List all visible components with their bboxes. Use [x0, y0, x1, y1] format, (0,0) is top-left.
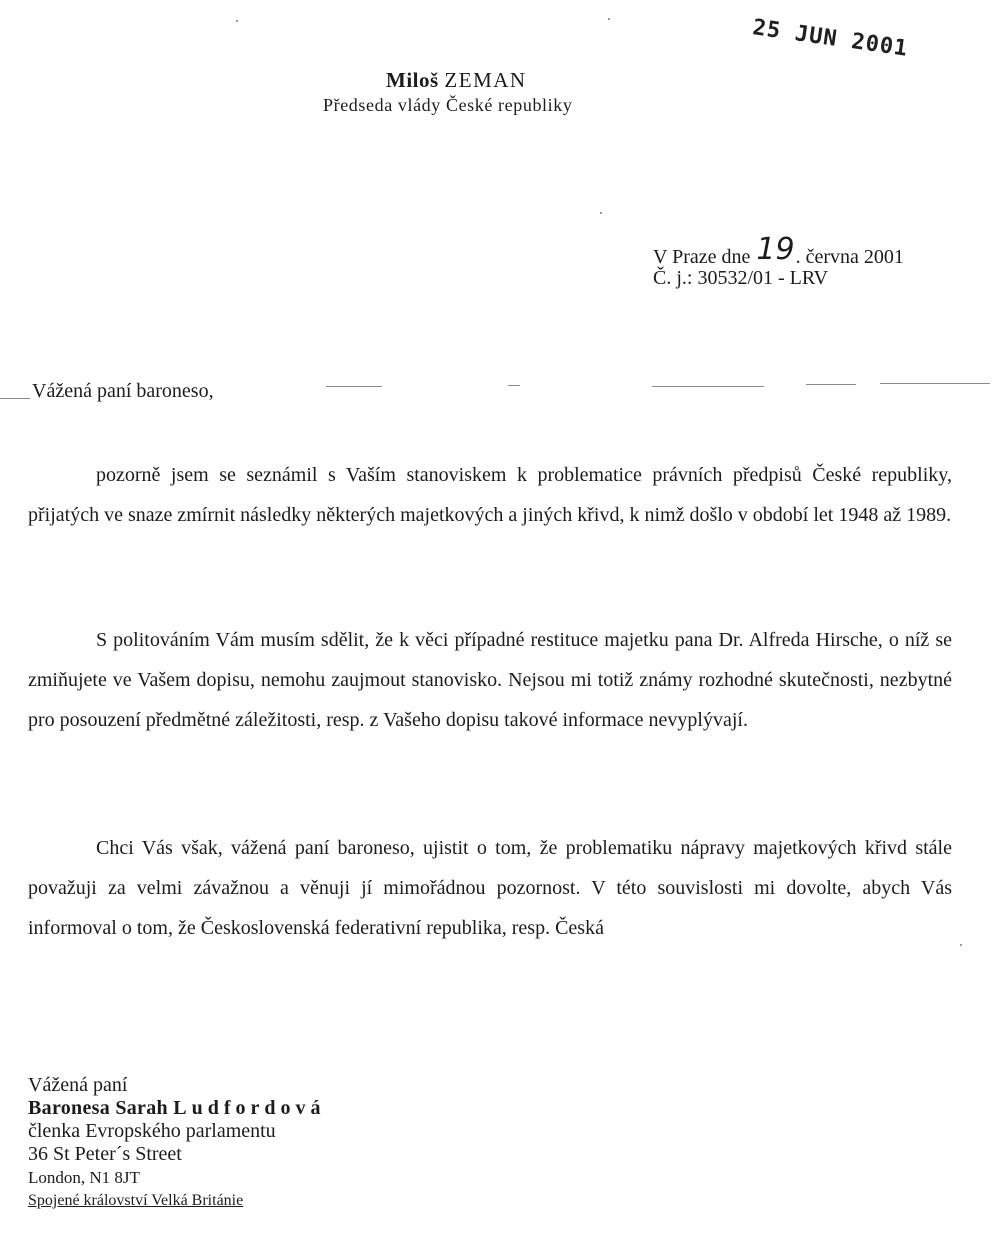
date-month-year: . června 2001: [795, 246, 904, 268]
sender-surname: ZEMAN: [444, 68, 527, 92]
addressee-name: [28, 1097, 326, 1120]
scan-line-fragment: [326, 386, 382, 387]
body-paragraph: S politováním Vám musím sdělit, že k věci případné restituce majetku pana Dr. Alfreda Hirsche, o níž se zmiňujete ve Vašem dopisu, nemohu zaujmout stanovisko. Nejsou mi totiž známy rozhodné skutečnosti, nezbytné pro posouzení předmětné záležitosti, resp. z Vašeho dopisu takové informace nevyplývají.: [28, 629, 952, 731]
sender-name: [386, 68, 527, 93]
addressee-first-name: Baronesa Sarah: [28, 1097, 168, 1119]
addressee-position: členka Evropského parlamentu: [28, 1120, 276, 1142]
received-date-stamp: 25 JUN 2001: [751, 15, 910, 62]
addressee-country: Spojené království Velká Británie: [28, 1192, 244, 1209]
scan-line-fragment: [806, 384, 856, 385]
addressee-last-name: Ludfordová: [173, 1097, 326, 1119]
date-prefix: V Praze dne: [653, 246, 751, 268]
sender-title: Předseda vlády České republiky: [323, 95, 573, 115]
addressee-greeting: Vážená paní: [28, 1074, 128, 1096]
body-paragraph: Chci Vás však, vážená paní baroneso, ujistit o tom, že problematiku nápravy majetkových křivd stále považuji za velmi závažnou a věnuji jí mimořádnou pozornost. V této souvislosti mi dovolte, abych Vás informoval o tom, že Československá federativní republika, resp. Česká: [28, 837, 952, 939]
addressee-block: [28, 1074, 326, 1212]
scan-line-fragment: [880, 383, 990, 384]
place-and-date: [653, 232, 904, 271]
sender-first-name: Miloš: [386, 68, 439, 92]
scan-line-fragment: [0, 398, 30, 399]
salutation: Vážená paní baroneso,: [32, 380, 214, 402]
scan-speck: [960, 944, 962, 946]
handwritten-day: 19: [756, 232, 795, 267]
scan-line-fragment: [652, 386, 764, 387]
scan-line-fragment: [508, 385, 520, 386]
addressee-street: 36 St Peter´s Street: [28, 1143, 182, 1165]
scan-speck: [608, 18, 610, 20]
body-paragraph: pozorně jsem se seznámil s Vaším stanoviskem k problematice právních předpisů České republiky, přijatých ve snaze zmírnit následky některých majetkových a jiných křivd, k nimž došlo v období let 1948 až 1989.: [28, 464, 952, 526]
reference-number: Č. j.: 30532/01 - LRV: [653, 267, 829, 289]
scan-speck: [600, 212, 602, 214]
addressee-city: London, N1 8JT: [28, 1168, 140, 1187]
scan-speck: [236, 20, 238, 22]
